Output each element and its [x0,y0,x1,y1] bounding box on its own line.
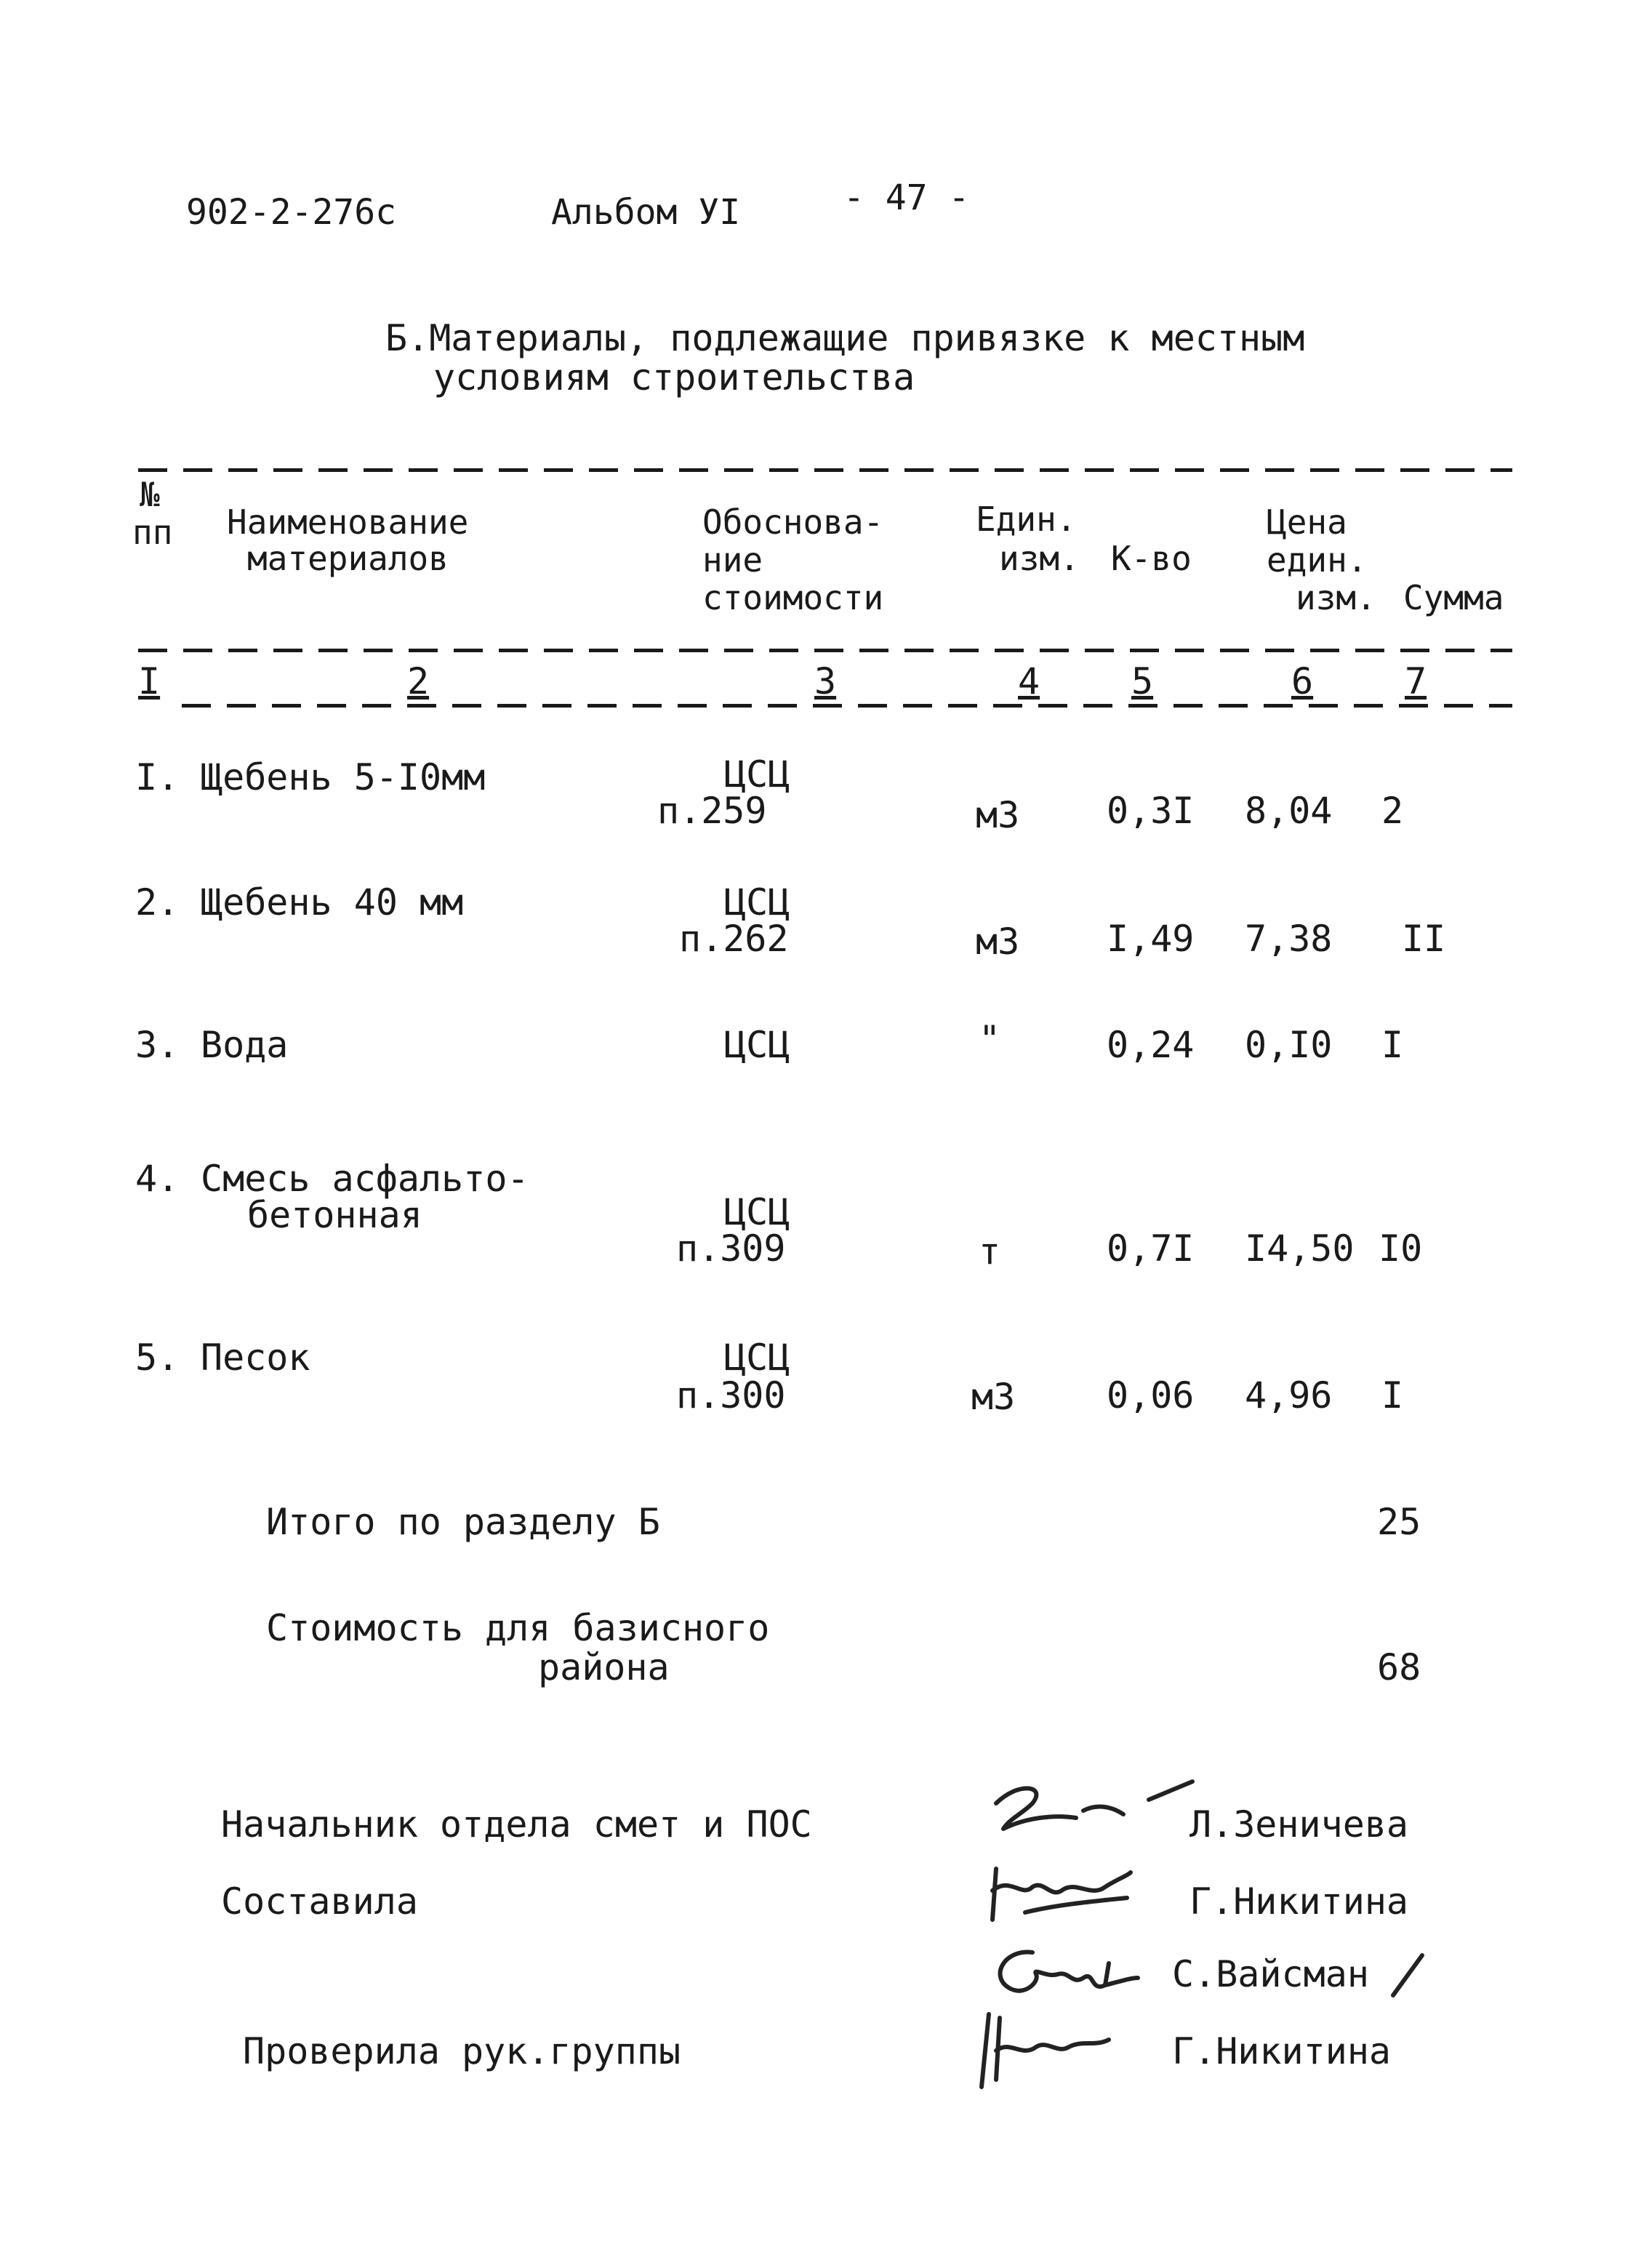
header-price-3: изм. [1296,578,1376,617]
section-title-line2: условиям строительства [433,356,915,398]
compiled-by-role: Составила [221,1880,418,1923]
row-basis: ЦСЦ [724,1024,790,1066]
header-name-2: материалов [247,539,449,578]
signature-zenicheva [989,1774,1207,1854]
row-sum: I [1381,1024,1404,1066]
row-price: 8,04 [1245,790,1333,832]
row-qty: 0,24 [1107,1024,1195,1066]
row-qty: 0,7I [1107,1227,1195,1270]
row-num: I. [135,756,180,798]
header-num-top: № [140,475,160,514]
row-price: 0,I0 [1245,1024,1333,1066]
row-num: 3. [135,1024,180,1066]
row-name: бетонная [247,1194,422,1236]
row-unit: м3 [976,794,1020,836]
section-title-line1: Б.Материалы, подлежащие привязке к местным [385,317,1305,359]
row-basis: п.262 [679,918,789,960]
header-bottom-rule [138,649,1512,652]
row-price: 7,38 [1245,918,1333,960]
album-label: Альбом УI [551,192,741,233]
row-unit: т [979,1230,1001,1273]
col-number-6: 6 [1291,660,1314,702]
row-basis: ЦСЦ [724,1191,790,1233]
signer-name: Г.Никитина [1189,1880,1409,1923]
header-basis-1: Обоснова- [702,502,884,542]
row-basis: ЦСЦ [724,753,790,796]
base-cost-value: 68 [1377,1646,1421,1688]
header-name-1: Наименование [227,502,469,542]
col-number-4: 4 [1018,660,1040,702]
row-unit: " [979,1018,1001,1060]
col-number-rule [182,704,1512,708]
row-unit: м3 [971,1376,1016,1418]
signer-name: С.Вайсман [1172,1953,1369,1995]
row-qty: I,49 [1107,918,1195,960]
header-sum: Сумма [1403,578,1504,617]
row-sum: 2 [1381,790,1404,832]
head-of-department-role: Начальник отдела смет и ПОС [221,1803,812,1846]
row-num: 5. [135,1337,180,1379]
row-name: Песок [201,1337,310,1379]
row-qty: 0,06 [1107,1374,1195,1417]
row-qty: 0,3I [1107,790,1195,832]
section-total-label: Итого по разделу Б [266,1501,660,1543]
page-number: - 47 - [843,177,970,218]
row-num: 2. [135,881,180,923]
col-number-7: 7 [1405,660,1427,702]
header-unit-2: изм. [999,539,1080,578]
row-basis: п.309 [676,1227,786,1270]
col-number-2: 2 [407,660,430,702]
signature-vaisman-tick [1386,1952,1429,2003]
col-number-5: 5 [1131,660,1154,702]
row-basis: ЦСЦ [724,1337,790,1379]
row-price: I4,50 [1245,1227,1355,1270]
document-code: 902-2-276с [186,192,396,233]
row-sum: I0 [1379,1227,1423,1270]
checked-by-role: Проверила рук.группы [243,2030,681,2072]
row-sum: II [1402,918,1446,960]
section-total-value: 25 [1377,1501,1421,1543]
row-name: Смесь асфальто- [201,1158,529,1200]
header-basis-3: стоимости [702,578,884,617]
row-name: Щебень 40 мм [201,881,464,923]
row-basis: ЦСЦ [724,881,790,923]
row-sum: I [1381,1374,1404,1417]
row-num: 4. [135,1158,180,1200]
header-price-1: Цена [1267,502,1347,542]
row-basis: п.259 [657,790,767,832]
row-name: Щебень 5-I0мм [201,756,486,798]
base-cost-label-1: Стоимость для базисного [266,1607,770,1649]
signer-name: Л.Зеничева [1189,1803,1409,1846]
header-num-bottom: пп [132,513,173,552]
row-name: Вода [201,1024,289,1066]
row-unit: м3 [976,921,1020,963]
row-price: 4,96 [1245,1374,1333,1417]
row-basis: п.300 [676,1374,786,1417]
header-price-2: един. [1267,540,1368,580]
col-number-3: 3 [814,660,837,702]
signer-name: Г.Никитина [1172,2030,1392,2072]
base-cost-label-2: района [538,1646,670,1688]
signature-nikitina-1 [982,1847,1156,1927]
signature-nikitina-2 [967,2000,1142,2094]
table-top-rule [138,468,1512,472]
col-number-1: I [138,660,161,702]
header-basis-2: ние [702,540,763,580]
header-unit-1: Един. [976,500,1077,539]
header-qty: К-во [1111,539,1192,578]
